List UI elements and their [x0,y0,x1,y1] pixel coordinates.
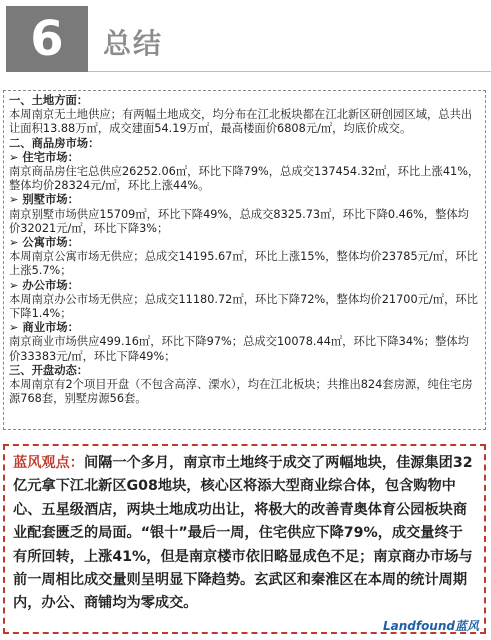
section-number: 6 [30,11,64,67]
apartment-heading [9,236,480,250]
residential-label: 住宅市场： [22,150,79,164]
arrow-icon: ➢ [9,236,19,250]
residential-heading [9,151,480,165]
opinion-text: 间隔一个多月，南京市土地终于成交了两幅地块，佳源集团32亿元拿下江北新区G08地块，核心区将添大型商业综合体，包含购物中心、五星级酒店，两块土地成功出让，将极大的改善青奥体育公园板块商业配套匮乏的局面。“银十”最后一周，住宅供应下降79%，成交量终于有所回转，上涨41%，但是南京楼市依旧略显成色不足；南京商办市场与前一周相比成交量则呈明显下降趋势。玄武区和秦淮区在本周的统计周期内，办公、商铺均为零成交。 [13,455,473,612]
arrow-icon: ➢ [9,193,19,207]
apartment-text: 本周南京公寓市场无供应；总成交14195.67㎡，环比上涨15%，整体均价23785元/㎡，环比上涨5.7%； [9,250,478,278]
summary-box [3,90,486,430]
residential-text: 南京商品房住宅总供应26252.06㎡，环比下降79%，总成交137454.32㎡，环比上涨41%，整体均价28324元/㎡，环比上涨44%。 [9,165,480,193]
commercial-label: 商业市场： [22,321,79,335]
landfound-logo: Landfound蓝风 [382,619,479,633]
section-header [0,0,491,80]
arrow-icon: ➢ [9,321,19,335]
commercial-text: 南京商业市场供应499.16㎡，环比下降97%；总成交10078.44㎡，环比下降34%；整体均价33383元/㎡，环比下降49%； [9,335,469,363]
land-heading: 一、土地方面： [9,94,89,107]
section-number-box [6,6,88,72]
villa-text: 南京别墅市场供应15709㎡，环比下降49%，总成交8325.73㎡，环比下降0.46%，整体均价32021元/㎡，环比下降3%； [9,207,469,235]
office-text: 本周南京办公市场无供应；总成交11180.72㎡，环比下降72%，整体均价21700元/㎡，环比下降1.4%； [9,292,478,321]
office-heading [9,279,480,293]
opinion-label: 蓝风观点： [13,455,84,471]
villa-heading [9,193,480,207]
apartment-label: 公寓市场： [22,236,79,250]
villa-label: 别墅市场： [22,193,79,207]
market-heading: 二、商品房市场： [9,136,100,150]
arrow-icon: ➢ [9,150,19,164]
opening-text: 本周南京有2个项目开盘（不包含高淳、溧水），均在江北板块；共推出824套房源，纯住宅房源768套，别墅房源56套。 [9,378,473,406]
opinion-box [3,444,486,634]
opening-heading: 三、开盘动态： [9,363,89,377]
commercial-heading [9,321,480,335]
office-label: 办公市场： [22,278,79,292]
header-divider [88,71,491,72]
arrow-icon: ➢ [9,278,19,292]
section-title: 总结 [103,27,164,60]
land-text: 本周南京无土地供应；有两幅土地成交，均分布在江北板块都在江北新区研创园区域，总共出让面积13.88万㎡，成交建面54.19万㎡，最高楼面价6808元/㎡，均底价成交。 [9,108,473,136]
